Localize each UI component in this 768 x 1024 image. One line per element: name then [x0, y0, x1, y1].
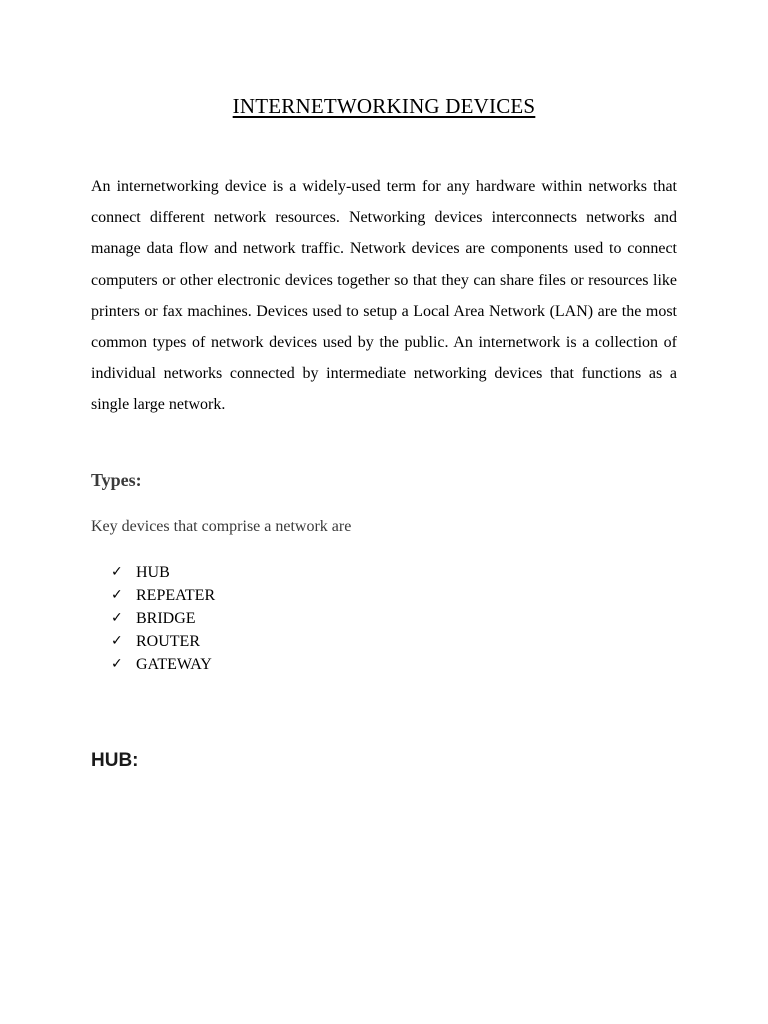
check-icon: ✓ [111, 587, 123, 603]
list-item [111, 607, 215, 630]
device-label: BRIDGE [136, 610, 196, 627]
list-item [111, 584, 215, 607]
device-label: GATEWAY [136, 656, 212, 673]
device-label: HUB [136, 564, 170, 581]
list-item [111, 561, 215, 584]
device-list [111, 561, 215, 676]
types-intro: Key devices that comprise a network are [91, 518, 352, 535]
check-icon: ✓ [111, 656, 123, 672]
document-title: INTERNETWORKING DEVICES [232, 94, 536, 118]
check-icon: ✓ [111, 633, 123, 649]
check-icon: ✓ [111, 610, 123, 626]
hub-heading: HUB: [91, 750, 139, 771]
types-heading: Types: [91, 470, 142, 490]
check-icon: ✓ [111, 564, 123, 580]
intro-paragraph: An internetworking device is a widely-used term for any hardware within networks that connect different network resources. Networking devices interconnects networks and manage data flow and network traffic. Network devices are components used to connect computers or other electronic devices together so that they can share files or resources like printers or fax machines. Devices used to setup a Local Area Network (LAN) are the most common types of network devices used by the public. An internetwork is a collection of individual networks connected by intermediate networking devices that functions as a single large network. [91, 178, 677, 414]
device-label: ROUTER [136, 633, 200, 650]
list-item [111, 630, 215, 653]
device-label: REPEATER [136, 587, 216, 604]
list-item [111, 653, 215, 676]
